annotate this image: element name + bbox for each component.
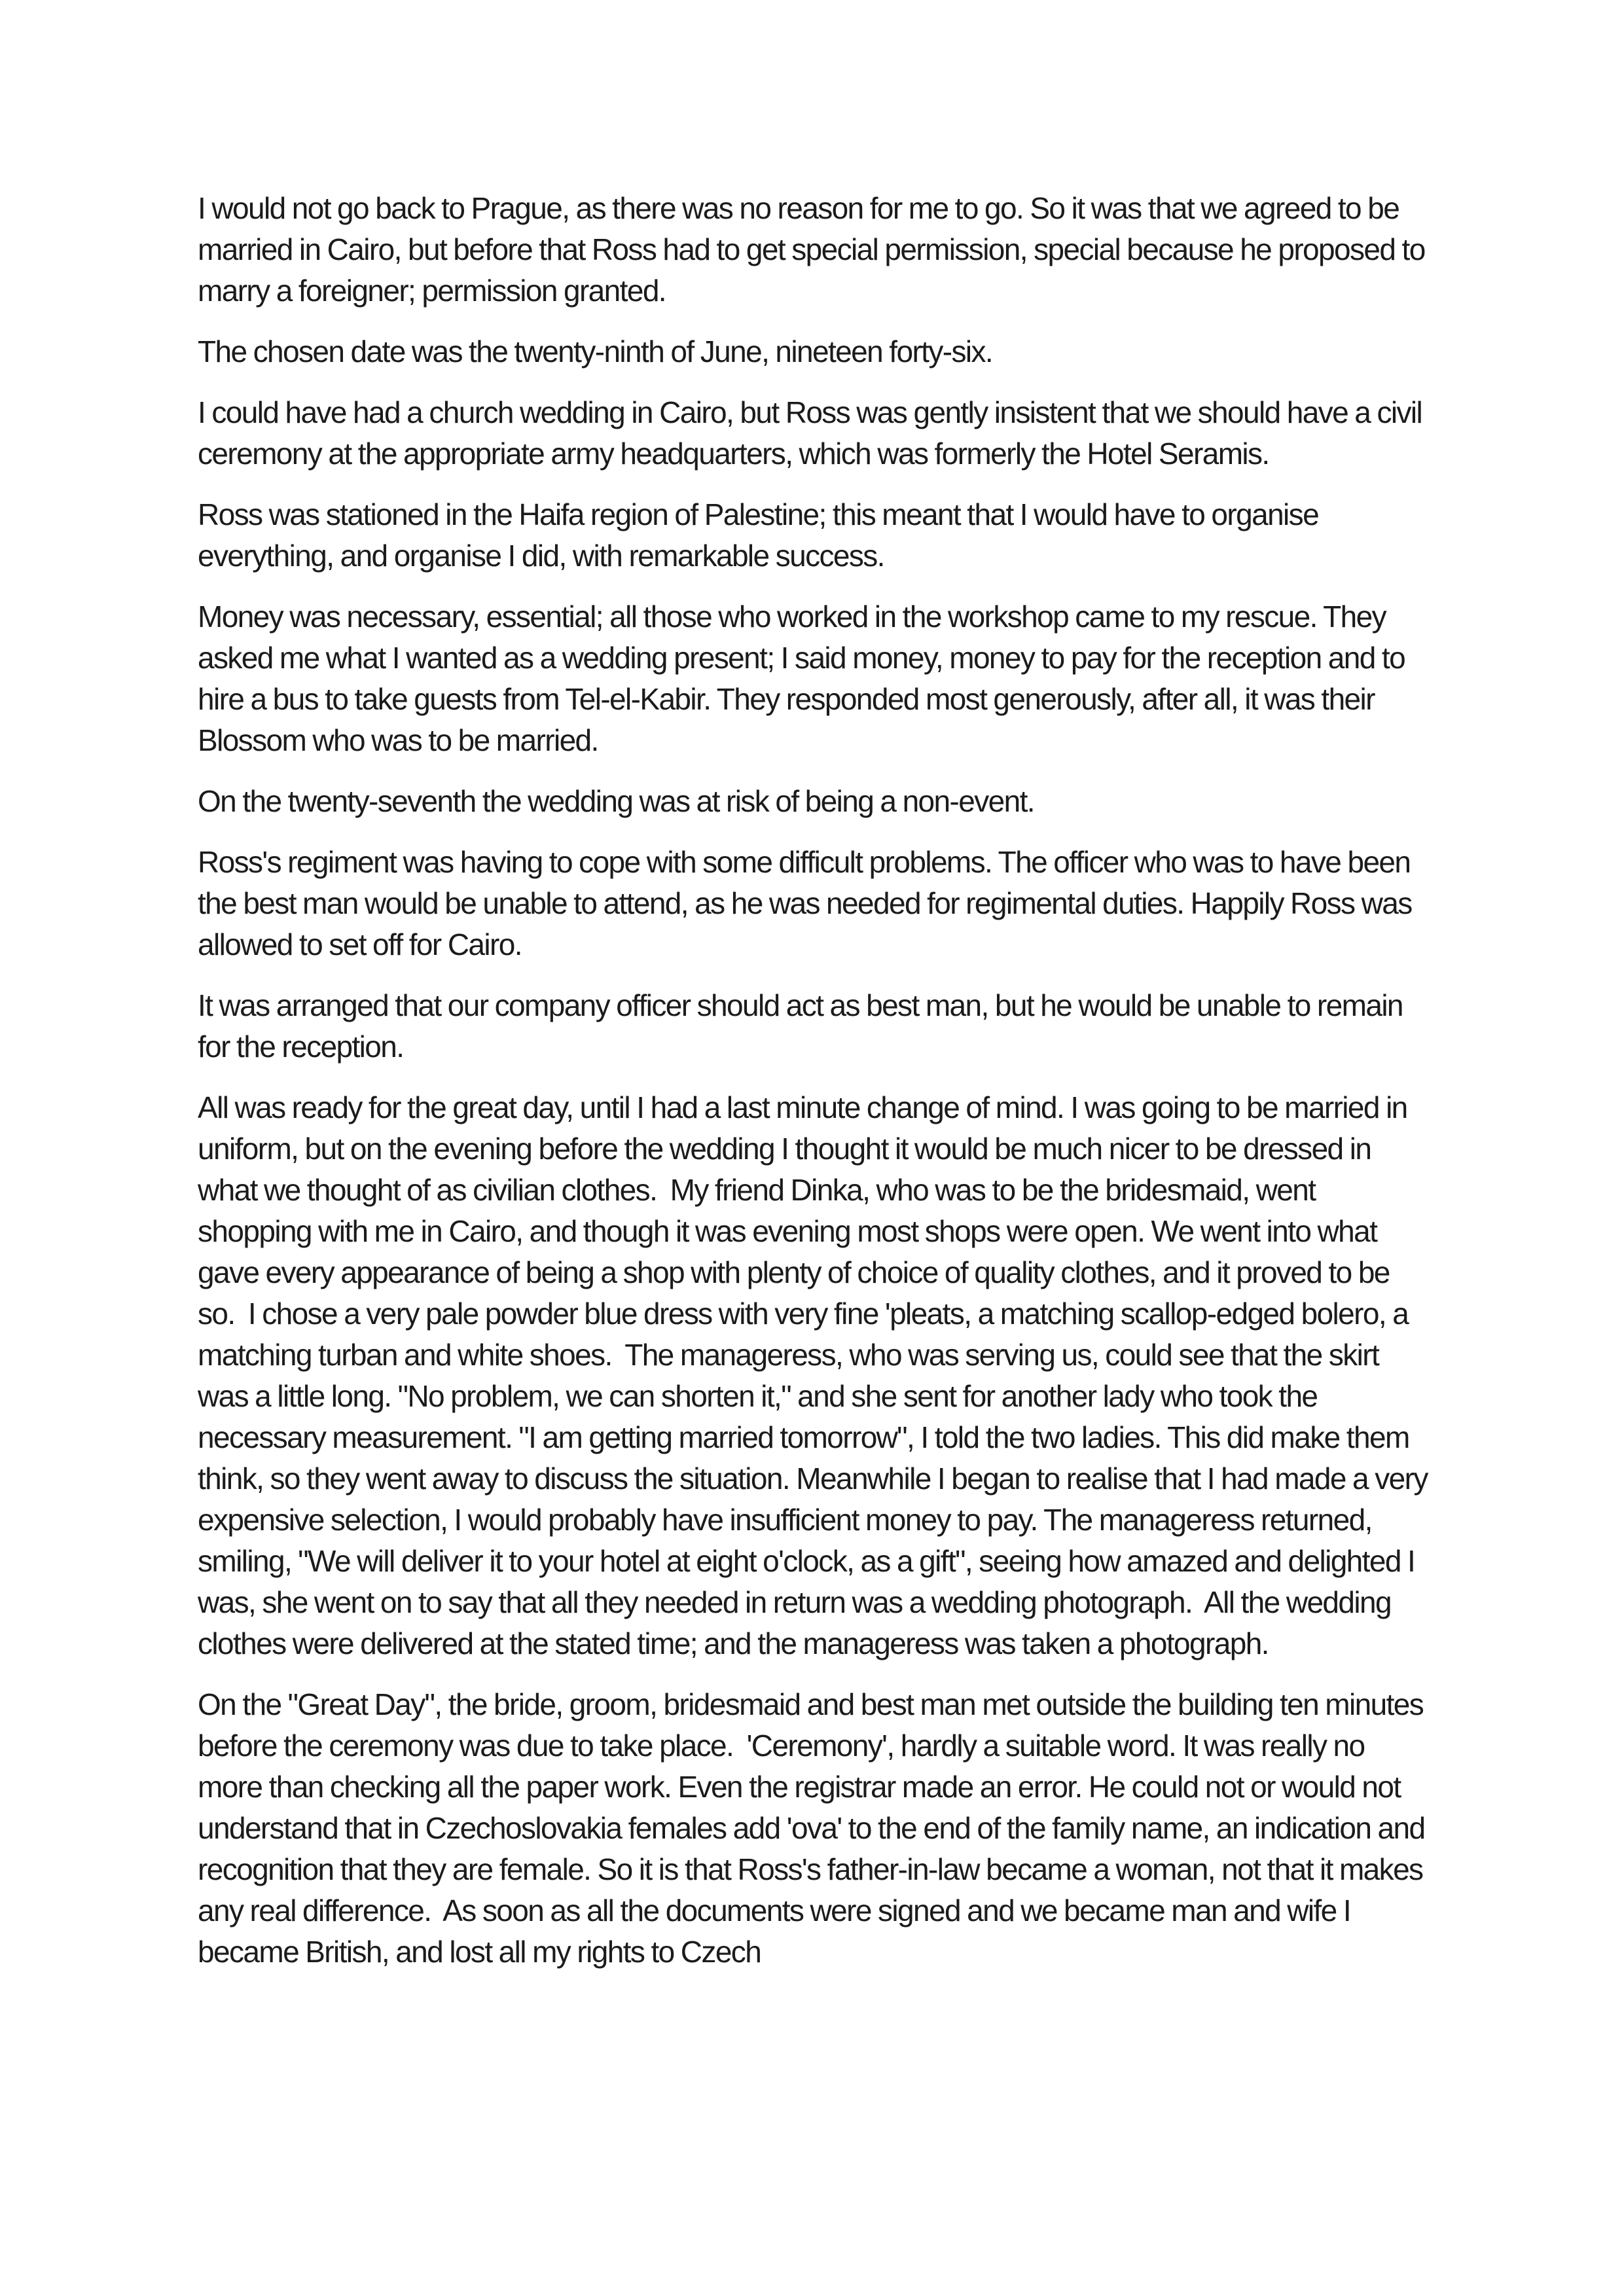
paragraph: All was ready for the great day, until I had a last minute change of mind. I was going to be married in uniform, but on the evening before the wedding I thought it would be much nicer to be dressed in what we thought of as civilian clothes. My friend Dinka, who was to be the bridesmaid, went shopping with me in Cairo, and though it was evening most shops were open. We went into what gave every appearance of being a shop with plenty of choice of quality clothes, and it proved to be so. I chose a very pale powder blue dress with very fine 'pleats, a matching scallop-edged bolero, a matching turban and white shoes. The manageress, who was serving us, could see that the skirt was a little long. "No problem, we can shorten it," and she sent for another lady who took the necessary measurement. "I am getting married tomorrow", I told the two ladies. This did make them think, so they went away to discuss the situation. Meanwhile I began to realise that I had made a very expensive selection, I would probably have insufficient money to pay. The manageress returned, smiling, "We will deliver it to your hotel at eight o'clock, as a gift", seeing how amazed and delighted I was, she went on to say that all they needed in return was a wedding photograph. All the wedding clothes were delivered at the stated time; and the manageress was taken a photograph.: [198, 1090, 1434, 1660]
paragraph: On the twenty-seventh the wedding was at risk of being a non-event.: [198, 784, 1034, 818]
paragraph: I could have had a church wedding in Cairo, but Ross was gently insistent that we should have a civil ceremony at the appropriate army headquarters, which was formerly the Hotel Seramis.: [198, 395, 1429, 471]
memoir-text-column: [198, 188, 1434, 1992]
paragraph: The chosen date was the twenty-ninth of June, nineteen forty-six.: [198, 334, 993, 368]
paragraph: On the "Great Day", the bride, groom, bridesmaid and best man met outside the building ten minutes before the ceremony was due to take place. 'Ceremony', hardly a suitable word. It was really no more than checking all the paper work. Even the registrar made an error. He could not or would not understand that in Czechoslovakia females add 'ova' to the end of the family name, an indication and recognition that they are female. So it is that Ross's father-in-law became a woman, not that it makes any real difference. As soon as all the documents were signed and we became man and wife I became British, and lost all my rights to Czech: [198, 1687, 1432, 1969]
paragraph: It was arranged that our company officer should act as best man, but he would be unable to remain for the reception.: [198, 988, 1410, 1064]
paragraph: I would not go back to Prague, as there was no reason for me to go. So it was that we agreed to be married in Cairo, but before that Ross had to get special permission, special because he proposed to marry a foreigner; permission granted.: [198, 191, 1432, 308]
paragraph: Money was necessary, essential; all those who worked in the workshop came to my rescue. They asked me what I wanted as a wedding present; I said money, money to pay for the reception and to hire a bus to take guests from Tel-el-Kabir. They responded most generously, after all, it was their Blossom who was to be married.: [198, 600, 1412, 757]
paragraph: Ross was stationed in the Haifa region of Palestine; this meant that I would have to organise everything, and organise I did, with remarkable success.: [198, 497, 1326, 573]
paragraph: Ross's regiment was having to cope with some difficult problems. The officer who was to have been the best man would be unable to attend, as he was needed for regimental duties. Happily Ross was allowed to set off for Cairo.: [198, 845, 1418, 961]
